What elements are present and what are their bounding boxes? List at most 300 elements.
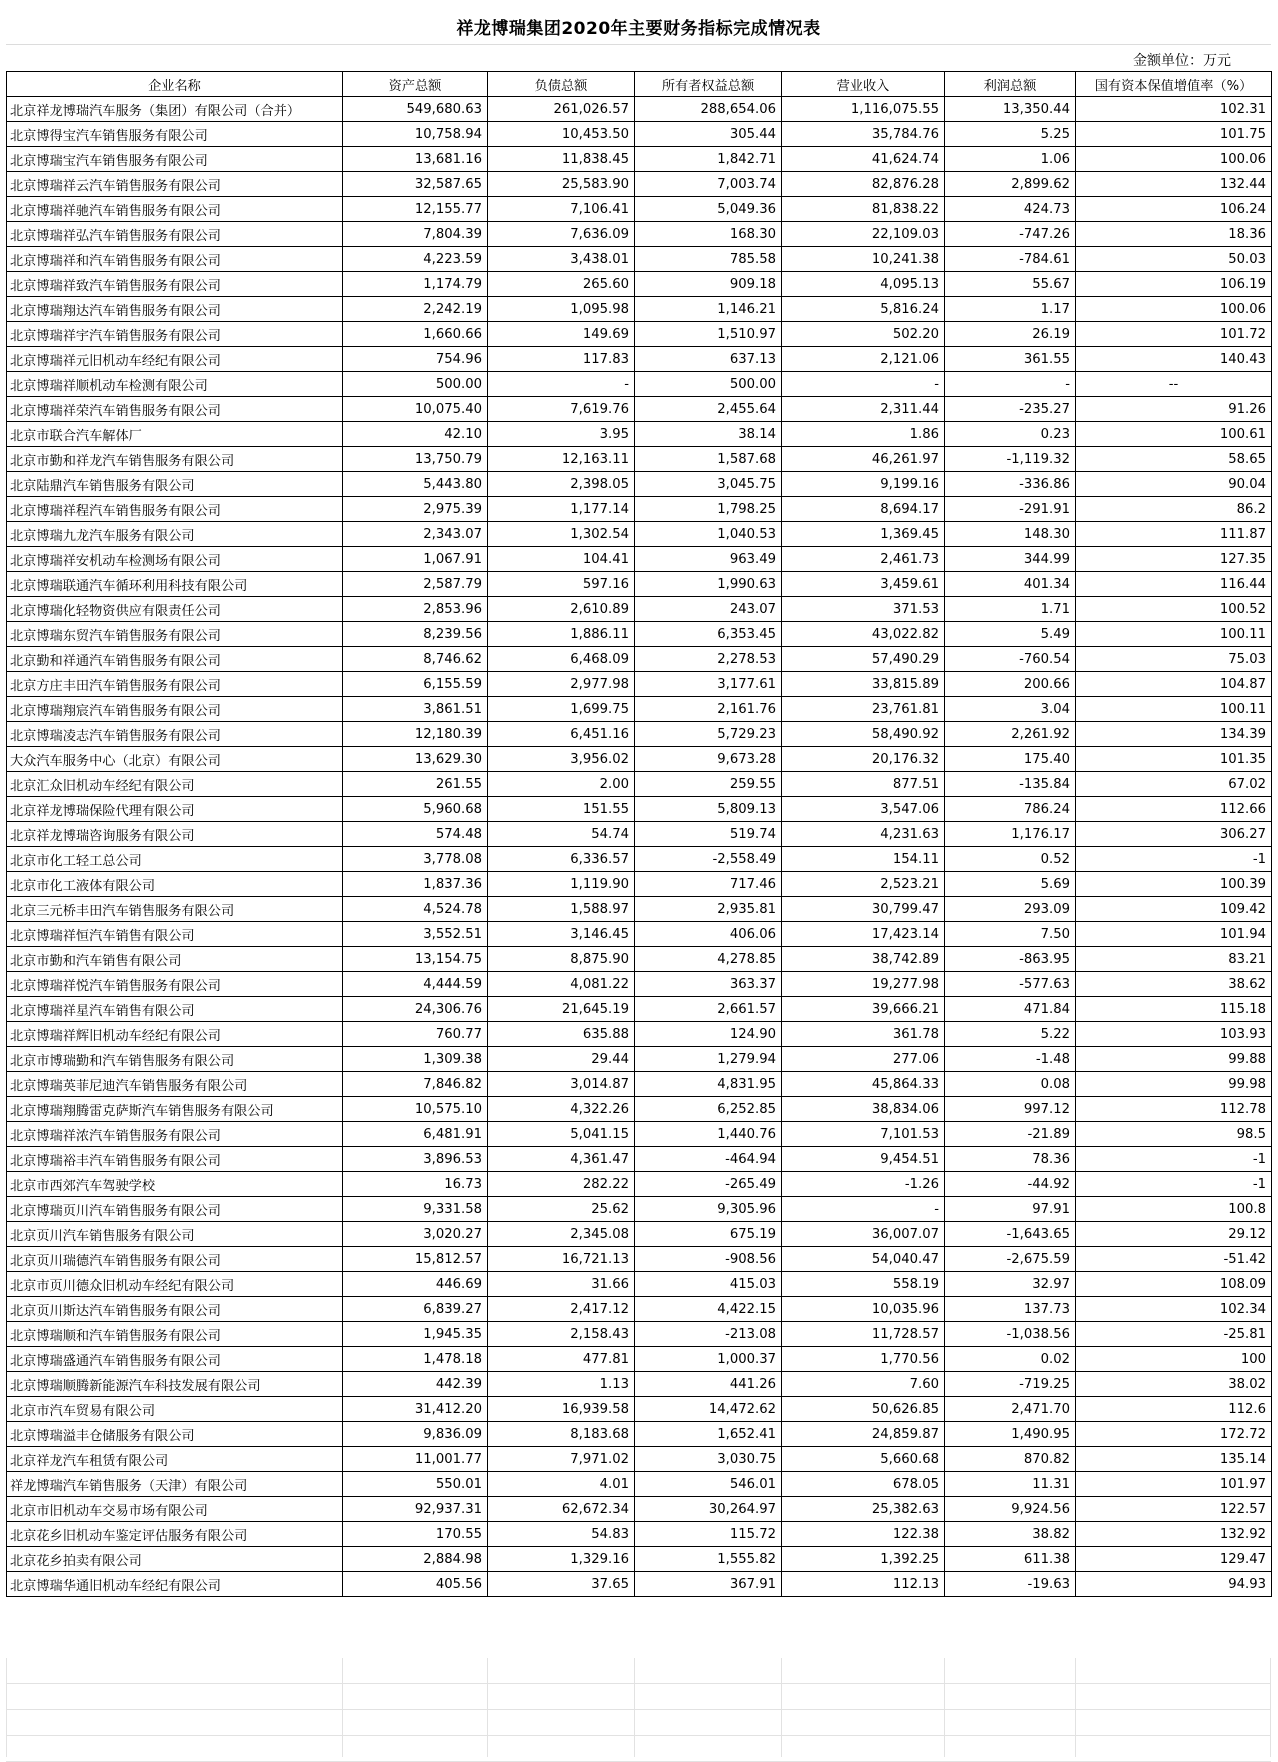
- unit-label: 金额单位：万元: [1133, 53, 1231, 69]
- cell-total-profit: 1.71: [945, 597, 1076, 622]
- cell-total-profit: 97.91: [945, 1197, 1076, 1222]
- cell-company-name: 北京博瑞翔达汽车销售服务有限公司: [7, 297, 343, 322]
- grid-line: [781, 1658, 782, 1757]
- cell-total-liabilities: 3,014.87: [488, 1072, 635, 1097]
- cell-total-profit: 148.30: [945, 522, 1076, 547]
- cell-total-assets: 5,443.80: [343, 472, 488, 497]
- cell-total-assets: 15,812.57: [343, 1247, 488, 1272]
- cell-owners-equity: 4,278.85: [635, 947, 782, 972]
- table-row: [7, 1197, 1272, 1222]
- cell-company-name: 北京勤和祥通汽车销售服务有限公司: [7, 647, 343, 672]
- cell-company-name: 北京博瑞祥浓汽车销售服务有限公司: [7, 1122, 343, 1147]
- cell-total-liabilities: 7,636.09: [488, 222, 635, 247]
- cell-total-profit: 1,176.17: [945, 822, 1076, 847]
- cell-company-name: 北京博瑞祥恒汽车销售有限公司: [7, 922, 343, 947]
- cell-capital-preservation-rate: 100.39: [1076, 872, 1272, 897]
- cell-capital-preservation-rate: 127.35: [1076, 547, 1272, 572]
- cell-total-liabilities: 62,672.34: [488, 1497, 635, 1522]
- cell-owners-equity: 415.03: [635, 1272, 782, 1297]
- cell-company-name: 北京博瑞祥宇汽车销售服务有限公司: [7, 322, 343, 347]
- cell-total-assets: 1,945.35: [343, 1322, 488, 1347]
- cell-owners-equity: 2,161.76: [635, 697, 782, 722]
- table-row: [7, 947, 1272, 972]
- cell-capital-preservation-rate: 100: [1076, 1347, 1272, 1372]
- cell-total-profit: 0.52: [945, 847, 1076, 872]
- table-row: [7, 997, 1272, 1022]
- cell-owners-equity: 4,831.95: [635, 1072, 782, 1097]
- table-row: [7, 472, 1272, 497]
- cell-total-assets: 760.77: [343, 1022, 488, 1047]
- cell-capital-preservation-rate: 134.39: [1076, 722, 1272, 747]
- header-company-name: 企业名称: [7, 72, 343, 97]
- table-row: [7, 797, 1272, 822]
- cell-operating-revenue: 3,547.06: [782, 797, 945, 822]
- cell-capital-preservation-rate: 132.92: [1076, 1522, 1272, 1547]
- table-row: [7, 847, 1272, 872]
- cell-total-assets: 1,837.36: [343, 872, 488, 897]
- header-owners-equity: 所有者权益总额: [635, 72, 782, 97]
- cell-total-liabilities: 4,322.26: [488, 1097, 635, 1122]
- table-row: [7, 547, 1272, 572]
- cell-capital-preservation-rate: 99.98: [1076, 1072, 1272, 1097]
- table-row: [7, 347, 1272, 372]
- cell-owners-equity: -2,558.49: [635, 847, 782, 872]
- cell-operating-revenue: 39,666.21: [782, 997, 945, 1022]
- cell-total-assets: 574.48: [343, 822, 488, 847]
- blank-grid: [6, 1658, 1271, 1762]
- title-row: [6, 6, 1271, 45]
- cell-operating-revenue: 1,770.56: [782, 1347, 945, 1372]
- cell-owners-equity: 1,440.76: [635, 1122, 782, 1147]
- cell-total-liabilities: 1.13: [488, 1372, 635, 1397]
- cell-owners-equity: 785.58: [635, 247, 782, 272]
- header-total-assets: 资产总额: [343, 72, 488, 97]
- table-row: [7, 1547, 1272, 1572]
- cell-total-assets: 24,306.76: [343, 997, 488, 1022]
- table-row: [7, 247, 1272, 272]
- cell-owners-equity: 1,990.63: [635, 572, 782, 597]
- cell-operating-revenue: 2,311.44: [782, 397, 945, 422]
- cell-total-liabilities: 10,453.50: [488, 122, 635, 147]
- grid-line: [634, 1658, 635, 1757]
- cell-total-assets: 5,960.68: [343, 797, 488, 822]
- cell-owners-equity: 305.44: [635, 122, 782, 147]
- table-row: [7, 1322, 1272, 1347]
- cell-company-name: 北京市博瑞勤和汽车销售服务有限公司: [7, 1047, 343, 1072]
- cell-company-name: 北京页川汽车销售服务有限公司: [7, 1222, 343, 1247]
- cell-capital-preservation-rate: 112.78: [1076, 1097, 1272, 1122]
- cell-owners-equity: 637.13: [635, 347, 782, 372]
- cell-total-liabilities: 37.65: [488, 1572, 635, 1597]
- cell-owners-equity: 1,000.37: [635, 1347, 782, 1372]
- header-total-profit: 利润总额: [945, 72, 1076, 97]
- cell-company-name: 北京市联合汽车解体厂: [7, 422, 343, 447]
- cell-total-liabilities: 25,583.90: [488, 172, 635, 197]
- cell-operating-revenue: 5,816.24: [782, 297, 945, 322]
- table-row: [7, 97, 1272, 122]
- cell-total-liabilities: 4.01: [488, 1472, 635, 1497]
- cell-owners-equity: 14,472.62: [635, 1397, 782, 1422]
- blank-row: [6, 1736, 1271, 1762]
- cell-total-assets: 1,174.79: [343, 272, 488, 297]
- cell-company-name: 北京市化工轻工总公司: [7, 847, 343, 872]
- cell-capital-preservation-rate: 75.03: [1076, 647, 1272, 672]
- cell-operating-revenue: 122.38: [782, 1522, 945, 1547]
- cell-total-profit: -1.48: [945, 1047, 1076, 1072]
- cell-total-profit: 424.73: [945, 197, 1076, 222]
- cell-operating-revenue: 277.06: [782, 1047, 945, 1072]
- cell-total-liabilities: 2,977.98: [488, 672, 635, 697]
- cell-company-name: 北京祥龙博瑞保险代理有限公司: [7, 797, 343, 822]
- cell-company-name: 北京花乡拍卖有限公司: [7, 1547, 343, 1572]
- table-row: [7, 597, 1272, 622]
- cell-operating-revenue: 36,007.07: [782, 1222, 945, 1247]
- cell-total-liabilities: 4,081.22: [488, 972, 635, 997]
- table-row: [7, 1247, 1272, 1272]
- cell-total-liabilities: 265.60: [488, 272, 635, 297]
- cell-operating-revenue: 23,761.81: [782, 697, 945, 722]
- table-row: [7, 572, 1272, 597]
- cell-capital-preservation-rate: 116.44: [1076, 572, 1272, 597]
- table-row: [7, 672, 1272, 697]
- cell-owners-equity: -213.08: [635, 1322, 782, 1347]
- cell-capital-preservation-rate: 172.72: [1076, 1422, 1272, 1447]
- cell-total-profit: 2,471.70: [945, 1397, 1076, 1422]
- cell-operating-revenue: 5,660.68: [782, 1447, 945, 1472]
- cell-owners-equity: 1,510.97: [635, 322, 782, 347]
- cell-total-liabilities: -: [488, 372, 635, 397]
- cell-total-profit: -1,038.56: [945, 1322, 1076, 1347]
- cell-total-liabilities: 2,158.43: [488, 1322, 635, 1347]
- cell-operating-revenue: 33,815.89: [782, 672, 945, 697]
- cell-operating-revenue: 1.86: [782, 422, 945, 447]
- cell-total-profit: 0.23: [945, 422, 1076, 447]
- cell-total-profit: 200.66: [945, 672, 1076, 697]
- cell-total-profit: 1,490.95: [945, 1422, 1076, 1447]
- cell-owners-equity: 6,252.85: [635, 1097, 782, 1122]
- cell-capital-preservation-rate: 101.94: [1076, 922, 1272, 947]
- cell-owners-equity: 3,045.75: [635, 472, 782, 497]
- cell-total-profit: -863.95: [945, 947, 1076, 972]
- table-row: [7, 1172, 1272, 1197]
- table-row: [7, 1572, 1272, 1597]
- cell-capital-preservation-rate: 83.21: [1076, 947, 1272, 972]
- cell-company-name: 北京祥龙博瑞咨询服务有限公司: [7, 822, 343, 847]
- cell-capital-preservation-rate: 106.19: [1076, 272, 1272, 297]
- cell-total-assets: 3,552.51: [343, 922, 488, 947]
- cell-company-name: 北京博瑞祥驰汽车销售服务有限公司: [7, 197, 343, 222]
- table-row: [7, 1422, 1272, 1447]
- cell-total-assets: 12,180.39: [343, 722, 488, 747]
- cell-owners-equity: 2,935.81: [635, 897, 782, 922]
- cell-capital-preservation-rate: 94.93: [1076, 1572, 1272, 1597]
- cell-total-liabilities: 2.00: [488, 772, 635, 797]
- table-row: [7, 172, 1272, 197]
- cell-operating-revenue: 82,876.28: [782, 172, 945, 197]
- cell-company-name: 北京市旧机动车交易市场有限公司: [7, 1497, 343, 1522]
- table-row: [7, 422, 1272, 447]
- cell-company-name: 北京汇众旧机动车经纪有限公司: [7, 772, 343, 797]
- cell-capital-preservation-rate: 67.02: [1076, 772, 1272, 797]
- cell-operating-revenue: 57,490.29: [782, 647, 945, 672]
- cell-company-name: 北京博瑞祥悦汽车销售服务有限公司: [7, 972, 343, 997]
- cell-operating-revenue: 38,834.06: [782, 1097, 945, 1122]
- cell-total-assets: 446.69: [343, 1272, 488, 1297]
- table-row: [7, 722, 1272, 747]
- cell-owners-equity: 4,422.15: [635, 1297, 782, 1322]
- cell-owners-equity: 1,587.68: [635, 447, 782, 472]
- cell-total-assets: 8,239.56: [343, 622, 488, 647]
- cell-operating-revenue: 50,626.85: [782, 1397, 945, 1422]
- financial-table: [6, 71, 1272, 1597]
- cell-owners-equity: 3,177.61: [635, 672, 782, 697]
- cell-company-name: 北京陆鼎汽车销售服务有限公司: [7, 472, 343, 497]
- cell-total-liabilities: 6,451.16: [488, 722, 635, 747]
- cell-total-liabilities: 12,163.11: [488, 447, 635, 472]
- cell-operating-revenue: 3,459.61: [782, 572, 945, 597]
- header-operating-revenue: 营业收入: [782, 72, 945, 97]
- cell-total-profit: 11.31: [945, 1472, 1076, 1497]
- cell-company-name: 北京博瑞祥顺机动车检测有限公司: [7, 372, 343, 397]
- cell-company-name: 北京祥龙汽车租赁有限公司: [7, 1447, 343, 1472]
- table-row: [7, 1022, 1272, 1047]
- table-row: [7, 1447, 1272, 1472]
- cell-company-name: 北京博瑞化轻物资供应有限责任公司: [7, 597, 343, 622]
- cell-operating-revenue: 9,199.16: [782, 472, 945, 497]
- table-row: [7, 197, 1272, 222]
- cell-capital-preservation-rate: 102.34: [1076, 1297, 1272, 1322]
- cell-owners-equity: 500.00: [635, 372, 782, 397]
- grid-line: [1270, 1658, 1271, 1757]
- cell-capital-preservation-rate: 112.6: [1076, 1397, 1272, 1422]
- unit-row: [6, 45, 1271, 71]
- cell-owners-equity: 115.72: [635, 1522, 782, 1547]
- cell-operating-revenue: 10,035.96: [782, 1297, 945, 1322]
- cell-company-name: 北京市勤和汽车销售有限公司: [7, 947, 343, 972]
- cell-capital-preservation-rate: 100.11: [1076, 697, 1272, 722]
- cell-owners-equity: 243.07: [635, 597, 782, 622]
- cell-total-assets: 7,804.39: [343, 222, 488, 247]
- cell-total-liabilities: 2,417.12: [488, 1297, 635, 1322]
- cell-operating-revenue: 20,176.32: [782, 747, 945, 772]
- cell-operating-revenue: 2,461.73: [782, 547, 945, 572]
- cell-total-profit: 786.24: [945, 797, 1076, 822]
- cell-owners-equity: 38.14: [635, 422, 782, 447]
- table-row: [7, 1147, 1272, 1172]
- cell-company-name: 北京博瑞溢丰仓储服务有限公司: [7, 1422, 343, 1447]
- cell-owners-equity: 1,279.94: [635, 1047, 782, 1072]
- cell-total-liabilities: 54.83: [488, 1522, 635, 1547]
- cell-total-profit: -747.26: [945, 222, 1076, 247]
- table-row: [7, 122, 1272, 147]
- cell-total-liabilities: 29.44: [488, 1047, 635, 1072]
- cell-total-assets: 2,343.07: [343, 522, 488, 547]
- cell-company-name: 北京博瑞翔宸汽车销售服务有限公司: [7, 697, 343, 722]
- table-row: [7, 222, 1272, 247]
- table-row: [7, 322, 1272, 347]
- cell-owners-equity: 909.18: [635, 272, 782, 297]
- table-row: [7, 1372, 1272, 1397]
- cell-owners-equity: 288,654.06: [635, 97, 782, 122]
- cell-operating-revenue: 2,523.21: [782, 872, 945, 897]
- cell-operating-revenue: 24,859.87: [782, 1422, 945, 1447]
- cell-total-assets: 6,155.59: [343, 672, 488, 697]
- cell-total-profit: 1.06: [945, 147, 1076, 172]
- cell-total-liabilities: 597.16: [488, 572, 635, 597]
- cell-capital-preservation-rate: -1: [1076, 1147, 1272, 1172]
- cell-capital-preservation-rate: 101.72: [1076, 322, 1272, 347]
- cell-total-profit: -719.25: [945, 1372, 1076, 1397]
- cell-total-liabilities: 2,398.05: [488, 472, 635, 497]
- table-row: [7, 397, 1272, 422]
- cell-total-liabilities: 104.41: [488, 547, 635, 572]
- cell-total-profit: 38.82: [945, 1522, 1076, 1547]
- cell-total-assets: 13,154.75: [343, 947, 488, 972]
- cell-operating-revenue: 43,022.82: [782, 622, 945, 647]
- cell-company-name: 北京博瑞裕丰汽车销售服务有限公司: [7, 1147, 343, 1172]
- cell-operating-revenue: 2,121.06: [782, 347, 945, 372]
- cell-operating-revenue: 81,838.22: [782, 197, 945, 222]
- cell-total-assets: 4,444.59: [343, 972, 488, 997]
- cell-owners-equity: -464.94: [635, 1147, 782, 1172]
- cell-operating-revenue: 7,101.53: [782, 1122, 945, 1147]
- grid-line: [6, 1658, 7, 1757]
- cell-capital-preservation-rate: --: [1076, 372, 1272, 397]
- cell-company-name: 北京博瑞盛通汽车销售服务有限公司: [7, 1347, 343, 1372]
- cell-total-profit: -1,119.32: [945, 447, 1076, 472]
- cell-total-profit: 0.08: [945, 1072, 1076, 1097]
- table-row: [7, 772, 1272, 797]
- cell-owners-equity: 367.91: [635, 1572, 782, 1597]
- cell-total-profit: 9,924.56: [945, 1497, 1076, 1522]
- cell-owners-equity: 519.74: [635, 822, 782, 847]
- cell-total-profit: 1.17: [945, 297, 1076, 322]
- cell-operating-revenue: 558.19: [782, 1272, 945, 1297]
- cell-total-liabilities: 5,041.15: [488, 1122, 635, 1147]
- cell-operating-revenue: 7.60: [782, 1372, 945, 1397]
- cell-company-name: 北京博瑞页川汽车销售服务有限公司: [7, 1197, 343, 1222]
- cell-operating-revenue: 4,231.63: [782, 822, 945, 847]
- cell-capital-preservation-rate: 101.35: [1076, 747, 1272, 772]
- cell-total-liabilities: 3,146.45: [488, 922, 635, 947]
- grid-line: [1075, 1658, 1076, 1757]
- cell-owners-equity: 1,798.25: [635, 497, 782, 522]
- grid-line: [944, 1658, 945, 1757]
- cell-total-profit: -784.61: [945, 247, 1076, 272]
- cell-total-assets: 7,846.82: [343, 1072, 488, 1097]
- cell-total-liabilities: 31.66: [488, 1272, 635, 1297]
- cell-company-name: 北京方庄丰田汽车销售服务有限公司: [7, 672, 343, 697]
- cell-total-profit: -577.63: [945, 972, 1076, 997]
- cell-owners-equity: 675.19: [635, 1222, 782, 1247]
- cell-operating-revenue: 9,454.51: [782, 1147, 945, 1172]
- cell-capital-preservation-rate: 98.5: [1076, 1122, 1272, 1147]
- cell-company-name: 北京博瑞祥荣汽车销售服务有限公司: [7, 397, 343, 422]
- cell-total-liabilities: 635.88: [488, 1022, 635, 1047]
- cell-owners-equity: 5,809.13: [635, 797, 782, 822]
- cell-total-profit: 401.34: [945, 572, 1076, 597]
- cell-total-profit: 611.38: [945, 1547, 1076, 1572]
- table-row: [7, 522, 1272, 547]
- cell-company-name: 北京市汽车贸易有限公司: [7, 1397, 343, 1422]
- cell-total-profit: 32.97: [945, 1272, 1076, 1297]
- cell-company-name: 北京市化工液体有限公司: [7, 872, 343, 897]
- cell-owners-equity: 2,278.53: [635, 647, 782, 672]
- cell-owners-equity: 717.46: [635, 872, 782, 897]
- cell-operating-revenue: 502.20: [782, 322, 945, 347]
- blank-row: [6, 1658, 1271, 1684]
- cell-total-assets: 549,680.63: [343, 97, 488, 122]
- cell-operating-revenue: 19,277.98: [782, 972, 945, 997]
- cell-total-profit: 0.02: [945, 1347, 1076, 1372]
- cell-operating-revenue: 25,382.63: [782, 1497, 945, 1522]
- cell-operating-revenue: -1.26: [782, 1172, 945, 1197]
- cell-total-assets: 16.73: [343, 1172, 488, 1197]
- cell-owners-equity: 546.01: [635, 1472, 782, 1497]
- cell-operating-revenue: 17,423.14: [782, 922, 945, 947]
- cell-total-assets: 2,242.19: [343, 297, 488, 322]
- cell-total-assets: 3,778.08: [343, 847, 488, 872]
- grid-line: [487, 1658, 488, 1757]
- cell-owners-equity: 2,455.64: [635, 397, 782, 422]
- cell-total-profit: 5.49: [945, 622, 1076, 647]
- table-row: [7, 1097, 1272, 1122]
- cell-operating-revenue: 30,799.47: [782, 897, 945, 922]
- cell-total-assets: 3,020.27: [343, 1222, 488, 1247]
- cell-total-profit: -21.89: [945, 1122, 1076, 1147]
- cell-capital-preservation-rate: 100.8: [1076, 1197, 1272, 1222]
- cell-total-assets: 13,750.79: [343, 447, 488, 472]
- cell-capital-preservation-rate: 58.65: [1076, 447, 1272, 472]
- cell-capital-preservation-rate: -1: [1076, 847, 1272, 872]
- cell-operating-revenue: 54,040.47: [782, 1247, 945, 1272]
- table-row: [7, 1272, 1272, 1297]
- table-row: [7, 497, 1272, 522]
- table-row: [7, 897, 1272, 922]
- cell-total-profit: 137.73: [945, 1297, 1076, 1322]
- cell-total-profit: 3.04: [945, 697, 1076, 722]
- cell-total-liabilities: 8,183.68: [488, 1422, 635, 1447]
- cell-total-assets: 405.56: [343, 1572, 488, 1597]
- table-row: [7, 1497, 1272, 1522]
- cell-total-profit: 997.12: [945, 1097, 1076, 1122]
- cell-owners-equity: 963.49: [635, 547, 782, 572]
- cell-capital-preservation-rate: 109.42: [1076, 897, 1272, 922]
- cell-capital-preservation-rate: 103.93: [1076, 1022, 1272, 1047]
- cell-total-liabilities: 7,106.41: [488, 197, 635, 222]
- table-body: [7, 97, 1272, 1597]
- cell-operating-revenue: 22,109.03: [782, 222, 945, 247]
- cell-total-liabilities: 282.22: [488, 1172, 635, 1197]
- cell-total-assets: 92,937.31: [343, 1497, 488, 1522]
- cell-capital-preservation-rate: 115.18: [1076, 997, 1272, 1022]
- cell-operating-revenue: 11,728.57: [782, 1322, 945, 1347]
- cell-capital-preservation-rate: 29.12: [1076, 1222, 1272, 1247]
- cell-owners-equity: 9,673.28: [635, 747, 782, 772]
- table-row: [7, 272, 1272, 297]
- cell-total-profit: 2,899.62: [945, 172, 1076, 197]
- cell-total-profit: 5.22: [945, 1022, 1076, 1047]
- cell-total-profit: 293.09: [945, 897, 1076, 922]
- header-total-liabilities: 负债总额: [488, 72, 635, 97]
- cell-company-name: 北京博瑞东贸汽车销售服务有限公司: [7, 622, 343, 647]
- cell-total-profit: -2,675.59: [945, 1247, 1076, 1272]
- cell-total-assets: 6,481.91: [343, 1122, 488, 1147]
- cell-operating-revenue: 35,784.76: [782, 122, 945, 147]
- cell-total-profit: 471.84: [945, 997, 1076, 1022]
- cell-company-name: 北京博得宝汽车销售服务有限公司: [7, 122, 343, 147]
- cell-total-liabilities: 16,939.58: [488, 1397, 635, 1422]
